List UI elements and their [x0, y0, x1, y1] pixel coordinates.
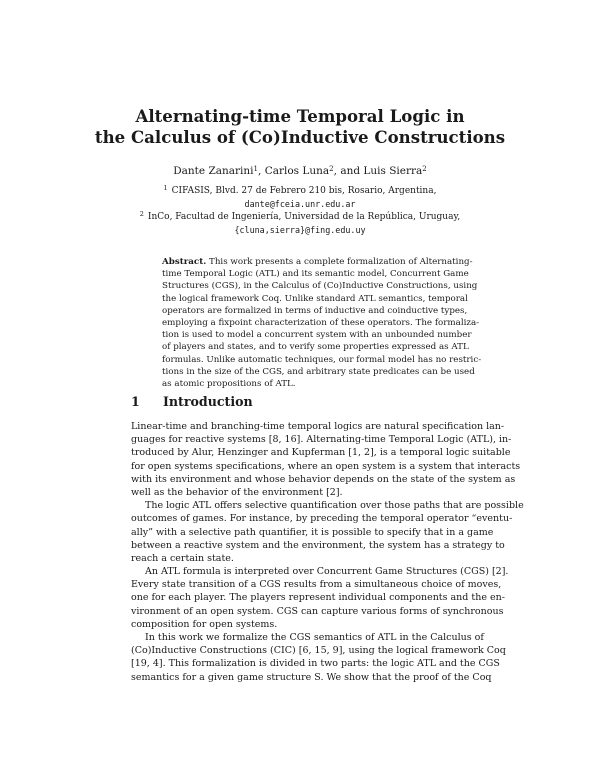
body-line: semantics for a given game structure S. We show that the proof of the Coq: [131, 671, 492, 683]
body-text: [131, 420, 524, 684]
body-line: In this work we formalize the CGS semantics of ATL in the Calculus of: [145, 632, 484, 643]
abstract: [162, 256, 482, 390]
body-line: ally” with a selective path quantifier, it is possible to specify that in a game: [131, 526, 494, 538]
author-list: [0, 165, 600, 178]
author-name: Luis Sierra: [363, 165, 423, 177]
abstract-text: This work presents a complete formalization of Alternating-: [209, 257, 473, 267]
affiliation-text: CIFASIS, Blvd. 27 de Febrero 210 bis, Rosario, Argentina,: [171, 186, 437, 196]
affiliation-email[interactable]: dante@fceia.unr.edu.ar: [244, 198, 356, 209]
author-separator: , and: [333, 165, 364, 177]
body-line: Linear-time and branching-time temporal logics are natural specification lan-: [131, 421, 505, 432]
body-line: troduced by Alur, Henzinger and Kupferman [1, 2], is a temporal logic suitable: [131, 447, 511, 459]
body-line: between a reactive system and the environment, the system has a strategy to: [131, 539, 505, 551]
affiliation-email-line: [0, 224, 600, 238]
affiliations: [0, 185, 600, 237]
affiliation-email-line: [0, 198, 600, 212]
body-line: vironment of an open system. CGS can capture various forms of synchronous: [131, 605, 504, 617]
abstract-line: formulas. Unlike automatic techniques, our formal model has no restric-: [162, 354, 482, 365]
body-line: [19, 4]. This formalization is divided in two parts: the logic ATL and the CGS: [131, 658, 500, 670]
author-name: Carlos Luna: [264, 165, 330, 177]
affil-mark: 1: [163, 184, 168, 192]
author-affil-mark: 2: [329, 165, 334, 173]
title-line-2: the Calculus of (Co)Inductive Constructions: [94, 127, 506, 147]
abstract-line: time Temporal Logic (ATL) and its semantic model, Concurrent Game: [162, 269, 469, 280]
author-affil-mark: 1: [253, 165, 258, 173]
section-title: Introduction: [163, 394, 253, 409]
body-line: for open systems specifications, where an open system is a system that interacts: [131, 460, 521, 472]
affil-mark: 2: [139, 210, 144, 218]
body-line: reach a certain state.: [131, 552, 234, 564]
affiliation-line: [0, 211, 600, 224]
author-name: Dante Zanarini: [173, 165, 254, 177]
section-heading: [131, 394, 253, 410]
abstract-line: as atomic propositions of ATL.: [162, 378, 296, 389]
body-line: composition for open systems.: [131, 618, 278, 630]
body-line: well as the behavior of the environment [2].: [131, 486, 343, 498]
body-line: Every state transition of a CGS results from a simultaneous choice of moves,: [131, 579, 502, 591]
body-line: An ATL formula is interpreted over Concurrent Game Structures (CGS) [2].: [145, 566, 509, 578]
affiliation-email[interactable]: {cluna,sierra}@fing.edu.uy: [234, 224, 366, 235]
section-number: 1: [131, 394, 140, 409]
paper-title: [0, 106, 600, 148]
abstract-line: Structures (CGS), in the Calculus of (Co)Inductive Constructions, using: [162, 281, 478, 292]
author-separator: ,: [258, 165, 265, 177]
body-line: with its environment and whose behavior depends on the state of the system as: [131, 473, 516, 485]
abstract-label: Abstract.: [162, 257, 207, 267]
body-line: guages for reactive systems [8, 16]. Alternating-time Temporal Logic (ATL), in-: [131, 434, 512, 446]
abstract-line: the logical framework Coq. Unlike standard ATL semantics, temporal: [162, 293, 468, 304]
body-line: outcomes of games. For instance, by preceding the temporal operator “eventu-: [131, 513, 513, 525]
affiliation-text: InCo, Facultad de Ingeniería, Universidad de la República, Uruguay,: [147, 212, 461, 222]
abstract-line: [162, 256, 473, 268]
body-line: one for each player. The players represent individual components and the en-: [131, 592, 505, 604]
title-line-1: Alternating-time Temporal Logic in: [135, 106, 465, 126]
author-affil-mark: 2: [422, 165, 427, 173]
body-line: The logic ATL offers selective quantification over those paths that are possible: [145, 500, 524, 512]
abstract-line: tion is used to model a concurrent system with an unbounded number: [162, 330, 472, 341]
abstract-line: operators are formalized in terms of inductive and coinductive types,: [162, 305, 468, 316]
affiliation-line: [0, 185, 600, 198]
body-line: (Co)Inductive Constructions (CIC) [6, 15, 9], using the logical framework Coq: [131, 645, 506, 657]
abstract-line: tions in the size of the CGS, and arbitrary state predicates can be used: [162, 366, 475, 377]
abstract-line: of players and states, and to verify some properties expressed as ATL: [162, 342, 469, 353]
abstract-line: employing a fixpoint characterization of these operators. The formaliza-: [162, 317, 480, 328]
